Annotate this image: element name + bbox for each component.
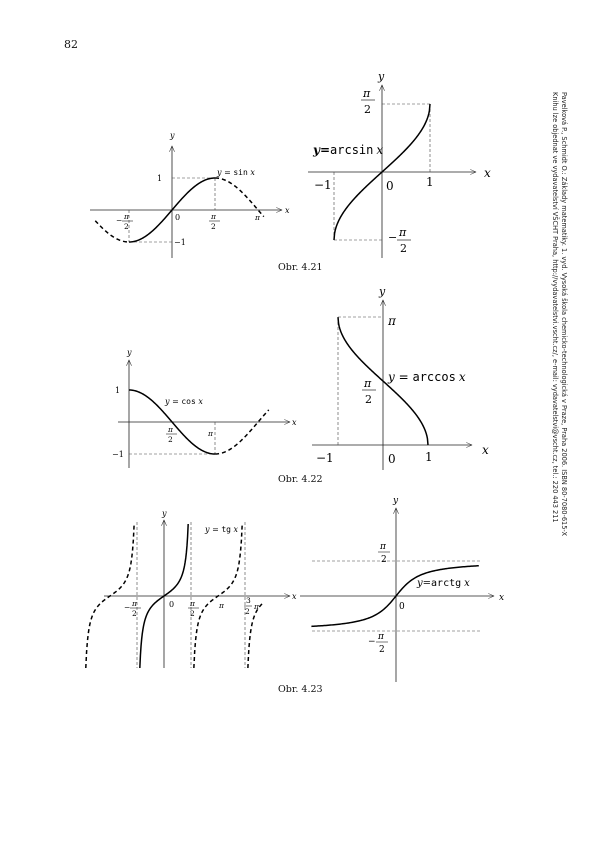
function-label: y=arcsin x [313, 143, 384, 157]
tick-minus-pi-half-denominator: 2 [124, 222, 129, 231]
tick-label-minus-one: −1 [314, 178, 332, 192]
tick-label-minus-one: −1 [112, 450, 124, 459]
tick-pi-half-numerator: π [364, 377, 372, 390]
tick-minus-pi-half-numerator: π [132, 599, 137, 608]
x-axis-label: x [499, 593, 505, 603]
tick-minus-sign: − [124, 603, 131, 612]
x-axis-label: x [482, 443, 489, 457]
graph-arccosine [312, 285, 489, 470]
tick-pi-half-numerator: π [363, 87, 371, 100]
tick-pi-half-denominator: 2 [381, 555, 387, 565]
tick-pi-half-numerator: π [380, 542, 386, 552]
tick-pi-half-numerator: π [211, 212, 216, 221]
graph-arctangent [300, 496, 504, 682]
x-axis-label: x [285, 206, 290, 215]
tick-label-one: 1 [115, 386, 121, 395]
tick-label-zero: 0 [386, 179, 394, 193]
side-note-citation: Pavelková P., Schmidt O.: Základy matematiky. 1. vyd. Vysoká škola chemicko-technologická v Praze, Praha 2006. ISBN 80-7080-615-X [560, 92, 568, 536]
cosine-dashed-curve [215, 410, 269, 454]
side-note-order-info: Knihu lze objednat ve vydavatelství VŠCHT Praha, http://vydavatelstvi.vscht.cz/, e-mail: vydavatelstvi@vscht.cz, tel.: 220 443 211 [551, 92, 560, 523]
tick-pi-half-numerator: π [190, 599, 195, 608]
figure-caption-4-21: Obr. 4.21 [278, 262, 323, 273]
tick-pi-half-denominator: 2 [211, 222, 216, 231]
tick-label-minus-one: −1 [316, 451, 334, 465]
y-axis-label: y [127, 348, 132, 357]
tick-minus-pi-half-denominator: 2 [400, 242, 407, 255]
function-label: y = arccos x [388, 370, 466, 384]
tick-three-halves-pi-numerator: 3 [246, 596, 251, 605]
tick-minus-pi-half-numerator: π [399, 226, 407, 239]
graph-cosine [112, 348, 297, 468]
tick-minus-pi-half-numerator: π [378, 632, 384, 642]
graph-sine [90, 131, 290, 258]
y-axis-label: y [379, 285, 386, 298]
tick-pi-half-denominator: 2 [364, 103, 371, 116]
tick-minus-sign: − [116, 216, 123, 225]
graph-arcsine [308, 70, 491, 258]
y-axis-label: y [378, 70, 385, 83]
x-axis-label: x [292, 418, 297, 427]
function-label: y = sin x [217, 168, 255, 177]
tick-label-one: 1 [426, 175, 434, 189]
tick-label-zero: 0 [175, 213, 181, 222]
tick-three-halves-pi-denominator: 2 [245, 607, 250, 616]
tick-pi-half-numerator: π [168, 425, 173, 434]
tick-pi: π [208, 429, 213, 438]
x-axis-label: x [484, 166, 491, 180]
function-label: y = cos x [165, 397, 203, 406]
graph-tangent [86, 509, 297, 668]
function-label: y=arctg x [417, 578, 470, 589]
tick-minus-pi-half-denominator: 2 [132, 609, 137, 618]
page-number: 82 [64, 38, 78, 51]
y-axis-label: y [393, 496, 399, 506]
x-axis-label: x [292, 592, 297, 601]
tick-pi: π [255, 213, 260, 222]
tick-minus-pi-half-denominator: 2 [379, 645, 385, 655]
tick-pi-half-denominator: 2 [168, 435, 173, 444]
tangent-dashed-branch [248, 603, 263, 668]
tick-minus-sign: − [368, 637, 376, 647]
tick-pi: π [219, 601, 224, 610]
tick-three-halves-pi-symbol: π [254, 602, 259, 611]
tick-label-minus-one: −1 [174, 238, 186, 247]
tick-label-one: 1 [157, 174, 163, 183]
tick-minus-pi-half-numerator: π [124, 212, 129, 221]
tick-pi-half-denominator: 2 [190, 609, 195, 618]
figure-caption-4-22: Obr. 4.22 [278, 474, 323, 485]
y-axis-label: y [162, 509, 167, 518]
tick-label-zero: 0 [388, 452, 396, 466]
sine-dashed-curve [215, 178, 264, 217]
tick-pi-half-denominator: 2 [365, 393, 372, 406]
tick-label-zero: 0 [169, 600, 175, 609]
y-axis-label: y [170, 131, 175, 140]
function-label: y = tg x [205, 525, 239, 534]
tick-label-one: 1 [425, 450, 433, 464]
tick-label-zero: 0 [399, 602, 405, 612]
tick-minus-sign: − [388, 231, 398, 244]
tick-pi: π [388, 314, 396, 328]
figure-caption-4-23: Obr. 4.23 [278, 684, 323, 695]
